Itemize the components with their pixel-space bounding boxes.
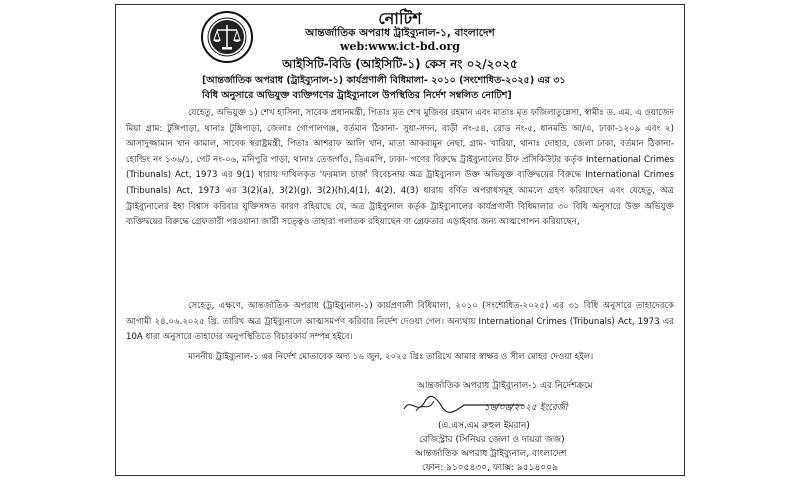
contact-phone-fax: ফোন: ৯১০৫৪৩০, ফ্যাক্স: ৯৫১৪০০৯ xyxy=(422,463,558,473)
order-line: আন্তর্জাতিক অপরাধ ট্রাইব্যুনাল-১ এর নির্দেশক্রমে xyxy=(417,381,593,391)
signatory-title: রেজিস্ট্রার (সিনিয়র জেলা ও দায়রা জজ) xyxy=(419,435,565,445)
organization-name: আন্তর্জাতিক অপরাধ ট্রাইব্যুনাল-১, বাংলাদেশ xyxy=(305,27,495,39)
paragraph-3: মাননীয় ট্রাইব্যুনাল-১ এর নির্দেশ মোতাবেক অদ্য ১৬ জুন, ২০২৫ খ্রিঃ তারিখে আমার স্বাক্ষর ও সীল মোহর দেওয়া হইল। xyxy=(188,352,594,362)
signatory-name: (এ.এস.এম রুহুল ইমরান) xyxy=(438,421,530,431)
signatory-office: আন্তর্জাতিক অপরাধ ট্রাইব্যুনাল, বাংলাদেশ xyxy=(415,449,567,459)
notice-title: নোটিশ xyxy=(378,9,422,28)
paragraph-1: যেহেতু, অভিযুক্ত ১) শেখ হাসিনা, সাবেক প্রধানমন্ত্রী, পিতাঃ মৃত শেখ মুজিবর রহমান এবং মাতাঃ মৃত ফজিলাতুন্নেসা, স্বামীঃ ড. এম. এ ওয়াজেদ মিয়া গ্রাম: টুঙ্গিপাড়া, থানাঃ টুঙ্গিপাড়া, জেলাঃ গোপালগঞ্জ, বর্তমান ঠিকানা- সুধা-সদন, বাড়ী নং-৫৪, রোড নং-৫, ধানমন্ডি আ/এ, ঢাকা-১২০৯ এবং ২) আসাদুজ্জামান খান কামাল, সাবেক স্বরাষ্ট্রমন্ত্রী, পিতাঃ আশরাফ আলি খান, মাতা আকরামুন নেছা, গ্রাম- খারিয়া, থানাঃ দোহার, জেলা ঢাকা, বর্তমান ঠিকানা- হোল্ডিং নং ১৩৬/১, গেট নং-০৬, মনিপুরি পাড়া, থানাঃ তেজগাঁও, ডিএমপি, ঢাকা- গণের বিরুদ্ধে ট্রাইব্যুনালের চীফ প্রসিকিউটর কর্তৃক International Crimes (Tribunals) Act, 1973 এর 9(1) ধারায় দাখিলকৃত 'ফরমাল চার্জ' বিবেচনায় অত্র ট্রাইব্যুনাল উক্ত অভিযুক্ত ব্যক্তিদ্বয়ের বিরুদ্ধে International Crimes (Tribunals) Act, 1973 এর 3(2)(a), 3(2)(g), 3(2)(h),4(1), 4(2), 4(3) ধারায় বর্ণিত অপরাধসমূহ আমলে গ্রহণ করিয়াছেন এবং যেহেতু, অত্র ট্রাইব্যুনালের ইহা বিশ্বাস করিবার যুক্তিসঙ্গত কারণ রহিয়াছে যে, অত্র ট্রাইব্যুনাল কর্তৃক ট্রাইব্যুনালের কার্যপ্রণালী বিধিমালার ৩০ বিধি অনুসারে উক্ত অভিযুক্ত ব্যক্তিদ্বয়ের বিরুদ্ধে গ্রেফতারী পরওয়ানা জারী সত্ত্বেও তাহারা পলাতক রহিয়াছেন বা গ্রেফতার এড়াইবার জন্য আত্মগোপন করিয়াছেন, xyxy=(126,108,674,228)
signature-date: ১৬/০৬/২০২৫ ইংরেজী xyxy=(484,403,568,413)
case-number: আইসিটি-বিডি (আইসিটি-১) কেস নং ০২/২০২৫ xyxy=(282,57,518,71)
notice-subject: [আন্তর্জাতিক অপরাধ (ট্রাইব্যুনাল-১) কার্যপ্রণালী বিধিমালা- ২০১০ (সংশোধিত-২০২৫) এর ৩১ বিধি অনুসারে অভিযুক্ত ব্যক্তিগণের ট্রাইব্যুনালে উপস্থিতির নির্দেশ সম্বলিত নোটিশ] xyxy=(202,75,566,101)
website-text: web:www.ict-bd.org xyxy=(340,40,460,53)
paragraph-2: সেহেতু, এক্ষণে, আন্তর্জাতিক অপরাধ (ট্রাইব্যুনাল-১) কার্যপ্রণালী বিধিমালা, ২০১০ (সংশোধিত-২০২৫) এর ৩১ বিধি অনুসারে তাহাদেরকে আগামী ২৪.০৬.২০২৫ খ্রি. তারিখ অত্র ট্রাইব্যুনালে আত্মসমর্পণ করিবার নির্দেশ দেওয়া গেল। অন্যথায় International Crimes (Tribunals) Act, 1973 এর 10A ধারা অনুসারে তাহাদের অনুপস্থিতিতে বিচারকার্য সম্পন্ন হইবে। xyxy=(126,301,674,343)
